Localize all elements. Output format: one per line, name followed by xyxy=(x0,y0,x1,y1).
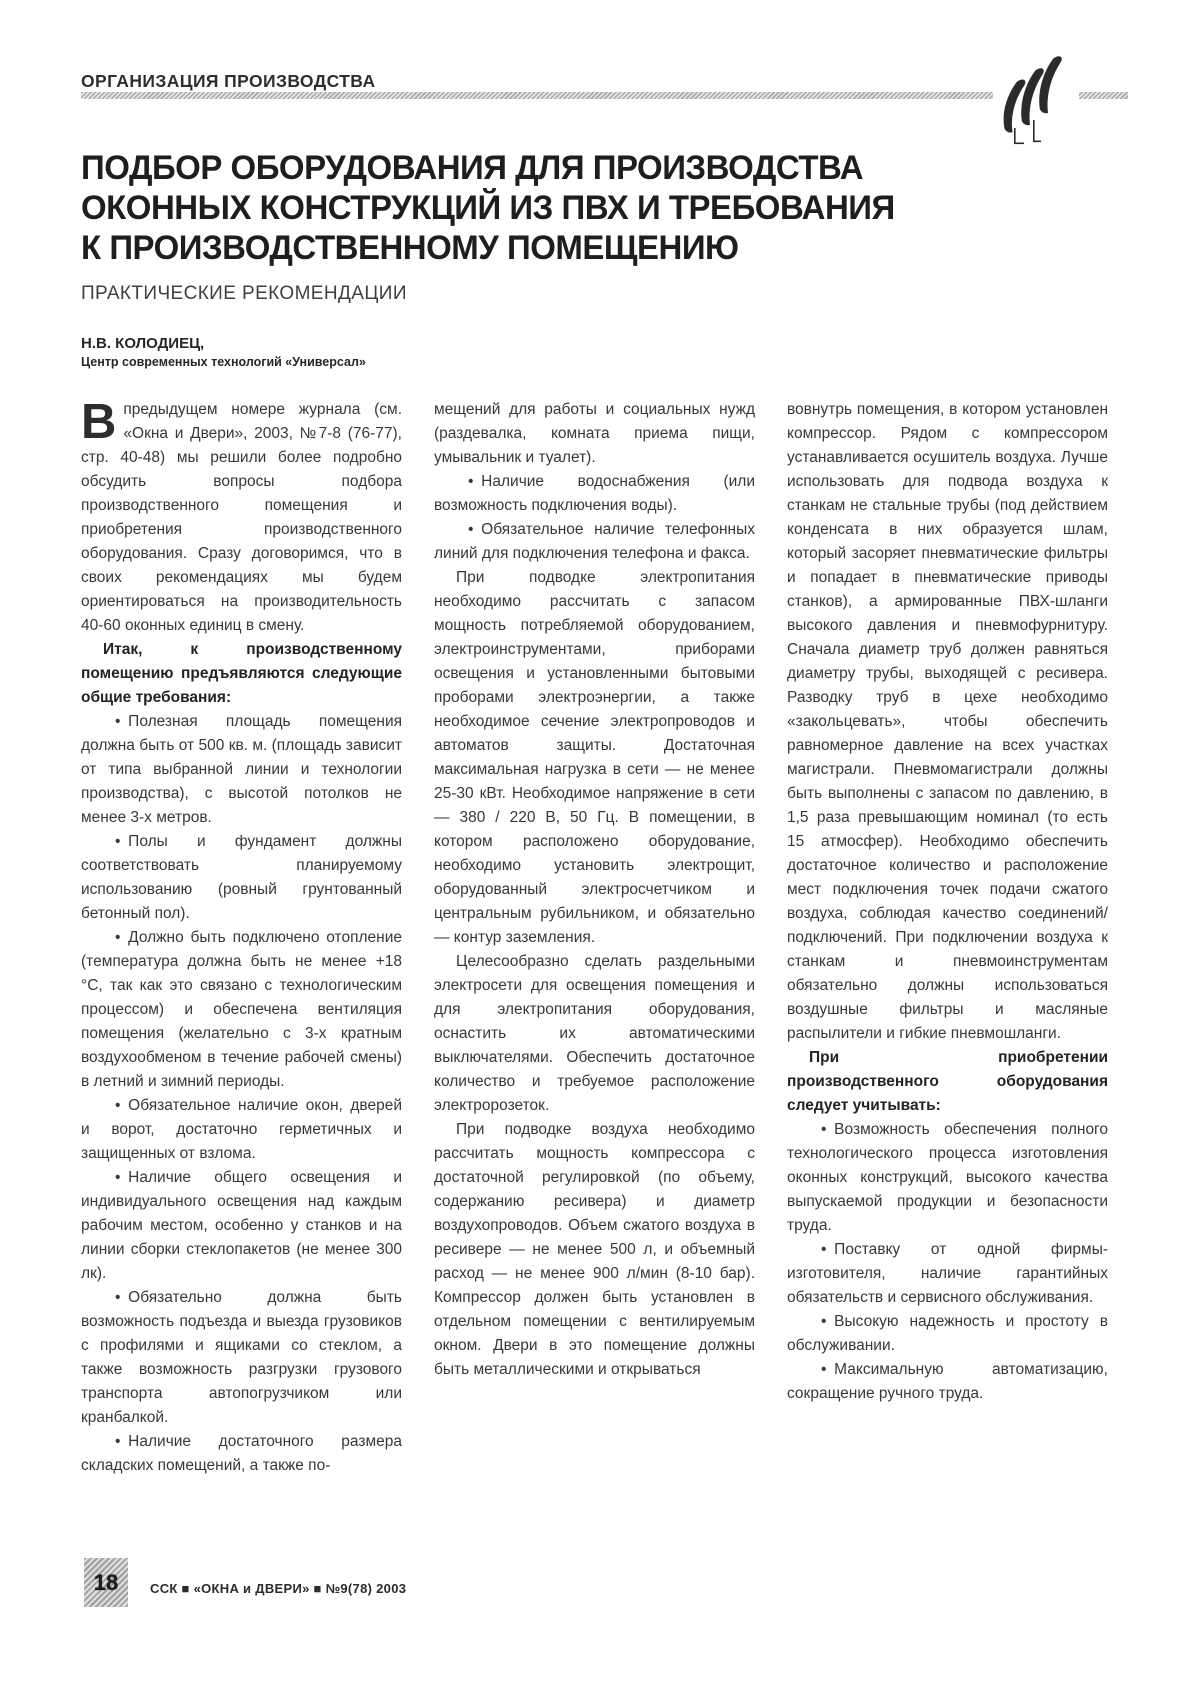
paragraph: Впредыдущем номере журнала (см. «Окна и Двери», 2003, №7-8 (76-77), стр. 40-48) мы решили более подробно обсудить вопросы подбора производственного помещения и приобретения производственного оборудования. Сразу договоримся, что в своих рекомендациях мы будем ориентироваться на производительность 40-60 оконных единиц в смену. xyxy=(81,395,402,634)
journal-logo xyxy=(993,48,1079,152)
article-title-line-3: К ПРОИЗВОДСТВЕННОМУ ПОМЕЩЕНИЮ xyxy=(81,229,739,267)
page-number-box xyxy=(84,1558,128,1607)
article-body xyxy=(81,395,1109,1478)
bullet-item: • Поставку от одной фирмы-изготовителя, наличие гарантийных обязательств и сервисного обслуживания. xyxy=(787,1241,1108,1306)
bullet-item: • Полезная площадь помещения должна быть от 500 кв. м. (площадь зависит от типа выбранной линии и технологии производства), с высотой потолков не менее 3-х метров. xyxy=(81,713,402,826)
section-heading: ОРГАНИЗАЦИЯ ПРОИЗВОДСТВА xyxy=(81,71,376,91)
author-block xyxy=(81,334,366,371)
page-number: 18 xyxy=(93,1569,119,1595)
drop-cap: В xyxy=(81,395,117,449)
article-title xyxy=(81,148,954,268)
author-name: Н.В. КОЛОДИЕЦ, xyxy=(81,335,205,352)
bullet-item: • Наличие достаточного размера складских помещений, а также по- xyxy=(81,1433,402,1474)
text-column-2 xyxy=(434,398,755,1478)
bullet-item: • Возможность обеспечения полного технологического процесса изготовления оконных конструкций, высокого качества выпускаемой продукции и безопасности труда. xyxy=(787,1121,1108,1234)
triple-flame-icon xyxy=(997,48,1075,152)
paragraph: вовнутрь помещения, в котором установлен компрессор. Рядом с компрессором устанавливается осушитель воздуха. Лучше использовать для подвода воздуха к станкам не стальные трубы (под действием конденсата в них образуется шлам, который засоряет пневматические фильтры и попадает в пневматические приводы станков), а армированные ПВХ-шланги высокого давления и пневмофурнитуру. Сначала диаметр труб должен равняться диаметру трубы, выходящей с ресивера. Разводку труб в цехе необходимо «закольцевать», чтобы обеспечить равномерное давление на всех участках магистрали. Пневмомагистрали должны быть выполнены с запасом по давлению, в 1,5 раза превышающим номинал (то есть 15 атмосфер). Необходимо обеспечить достаточное количество и расположение мест подключения точек подачи сжатого воздуха, соблюдая качество соединений/подключений. При подключении воздуха к станкам и пневмоинструментам обязательно должны использоваться воздушные фильтры и масляные распылители и гибкие пневмошланги. xyxy=(787,401,1108,1042)
bullet-item: • Обязательно должна быть возможность подъезда и выезда грузовиков с профилями и ящиками со стеклом, а также возможность разгрузки грузового транспорта автопогрузчиком или кранбалкой. xyxy=(81,1289,402,1426)
paragraph: мещений для работы и социальных нужд (раздевалка, комната приема пищи, умывальник и туалет). xyxy=(434,401,755,466)
paragraph: При подводке воздуха необходимо рассчитать мощность компрессора с достаточной регулировкой (по объему, содержанию ресивера) и диаметр воздухопроводов. Объем сжатого воздуха в ресивере — не менее 500 л, и объемный расход — не менее 900 л/мин (8-10 бар). Компрессор должен быть установлен в отдельном помещении с вентилируемым окном. Двери в это помещение должны быть металлическими и открываться xyxy=(434,1121,755,1378)
paragraph: Целесообразно сделать раздельными электросети для освещения помещения и для электропитания оборудования, оснастить их автоматическими выключателями. Обеспечить достаточное количество и требуемое расположение электророзеток. xyxy=(434,953,755,1114)
bullet-item: • Обязательное наличие телефонных линий для подключения телефона и факса. xyxy=(434,521,755,562)
author-affiliation: Центр современных технологий «Универсал» xyxy=(81,355,366,369)
paragraph: Итак, к производственному помещению предъявляются следующие общие требования: xyxy=(81,641,402,706)
bullet-item: • Максимальную автоматизацию, сокращение ручного труда. xyxy=(787,1361,1108,1402)
article-subtitle: ПРАКТИЧЕСКИЕ РЕКОМЕНДАЦИИ xyxy=(81,283,407,304)
header-rule-line xyxy=(81,92,1128,99)
text-column-1 xyxy=(81,395,402,1478)
bullet-item: • Обязательное наличие окон, дверей и ворот, достаточно герметичных и защищенных от взлома. xyxy=(81,1097,402,1162)
bullet-item: • Наличие водоснабжения (или возможность подключения воды). xyxy=(434,473,755,514)
paragraph: При подводке электропитания необходимо рассчитать с запасом мощность потребляемой оборудованием, электроинструментами, приборами освещения и установленными бытовыми проборами электроэнергии, а также необходимое сечение электропроводов и автоматов защиты. Достаточная максимальная нагрузка в сети — не менее 25-30 кВт. Необходимое напряжение в сети — 380 / 220 В, 50 Гц. В помещении, в котором расположено оборудование, необходимо установить электрощит, оборудованный электросчетчиком и центральным рубильником, и обязательно — контур заземления. xyxy=(434,569,755,946)
bullet-item: • Наличие общего освещения и индивидуального освещения над каждым рабочим местом, особенно у станков и на линии сборки стеклопакетов (не менее 300 лк). xyxy=(81,1169,402,1282)
bullet-item: • Полы и фундамент должны соответствовать планируемому использованию (ровный грунтованный бетонный пол). xyxy=(81,833,402,922)
text-column-3 xyxy=(787,398,1108,1478)
journal-footer-line: ССК ■ «ОКНА и ДВЕРИ» ■ №9(78) 2003 xyxy=(150,1581,407,1596)
article-title-line-1: ПОДБОР ОБОРУДОВАНИЯ ДЛЯ ПРОИЗВОДСТВА xyxy=(81,149,864,187)
paragraph: При приобретении производственного оборудования следует учитывать: xyxy=(787,1049,1108,1114)
bullet-item: • Должно быть подключено отопление (температура должна быть не менее +18 °С, так как это связано с технологическим процессом) и обеспечена вентиляция помещения (желательно с 3-х кратным воздухообменом в течение рабочей смены) в летний и зимний периоды. xyxy=(81,929,402,1090)
article-title-line-2: ОКОННЫХ КОНСТРУКЦИЙ ИЗ ПВХ И ТРЕБОВАНИЯ xyxy=(81,189,895,227)
bullet-item: • Высокую надежность и простоту в обслуживании. xyxy=(787,1313,1108,1354)
